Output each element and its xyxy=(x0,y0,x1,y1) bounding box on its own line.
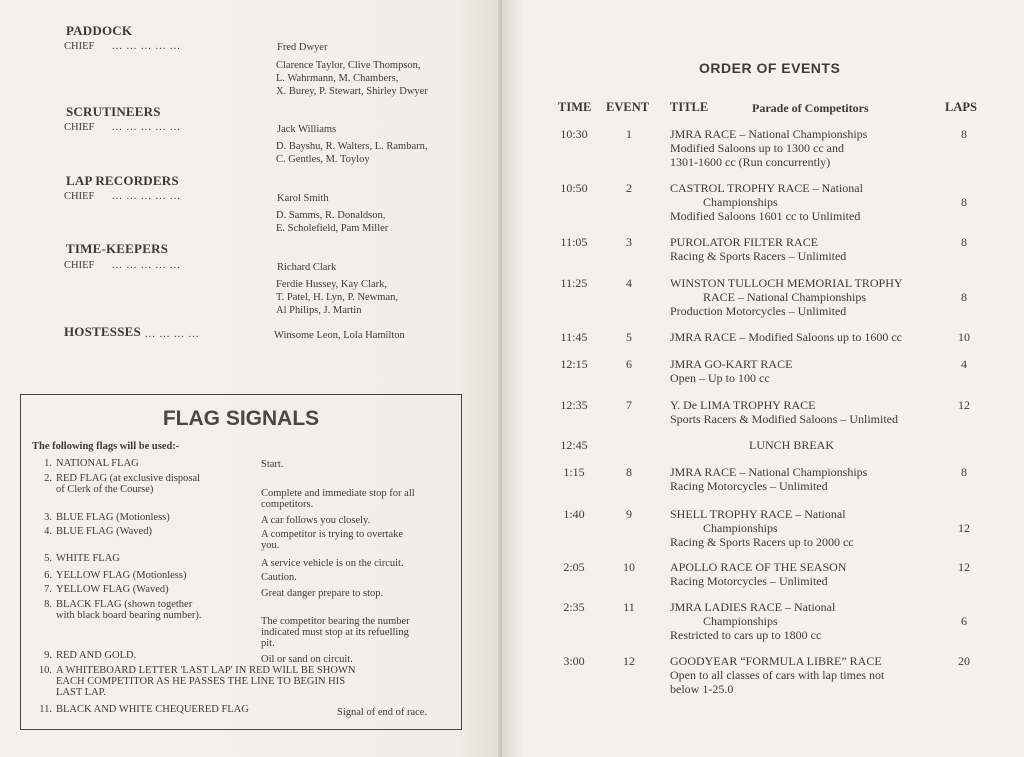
flag-item: 6. YELLOW FLAG (Motionless) xyxy=(44,570,187,581)
event-title xyxy=(670,357,960,385)
flag-meaning: Complete and immediate stop for all competitors. xyxy=(261,488,415,510)
flag-item: 8. BLACK FLAG (shown together with black board bearing number). xyxy=(44,599,202,621)
event-title xyxy=(670,465,960,493)
event-laps: 20 xyxy=(958,654,970,668)
event-number: 2 xyxy=(626,181,632,195)
event-laps: 6 xyxy=(961,614,967,628)
member-line: D. Samms, R. Donaldson, xyxy=(276,210,386,221)
event-laps: 8 xyxy=(961,465,967,479)
event-title xyxy=(670,654,960,696)
event-time: 12:15 xyxy=(560,357,588,371)
event-laps: 8 xyxy=(961,235,967,249)
section-title-paddock: PADDOCK xyxy=(66,23,133,38)
event-title-line: Racing Motorcycles – Unlimited xyxy=(670,574,828,588)
event-laps: 12 xyxy=(958,521,970,535)
event-laps: 12 xyxy=(958,398,970,412)
event-title-line: WINSTON TULLOCH MEMORIAL TROPHY xyxy=(670,276,903,290)
flag-item: 9. RED AND GOLD. xyxy=(44,650,137,661)
chief-label: CHIEF xyxy=(64,122,95,133)
flag-meaning: Signal of end of race. xyxy=(337,707,428,718)
event-title-line: Modified Saloons up to 1300 cc and xyxy=(670,141,844,155)
event-title-line: CASTROL TROPHY RACE – National xyxy=(670,181,863,195)
flag-meaning: A service vehicle is on the circuit. xyxy=(261,558,404,569)
leader-dots: ... ... ... ... ... xyxy=(112,260,181,271)
flag-meaning: A car follows you closely. xyxy=(261,515,371,526)
event-title xyxy=(670,127,960,169)
event-title-line: Restricted to cars up to 1800 cc xyxy=(670,628,822,642)
event-laps: 8 xyxy=(961,290,967,304)
event-time: 3:00 xyxy=(563,654,585,668)
event-number: 8 xyxy=(626,465,632,479)
flag-meaning: The competitor bearing the number indicated must stop at its refuelling pit. xyxy=(261,616,410,649)
header-title: TITLE xyxy=(670,100,709,114)
event-time: 11:45 xyxy=(560,330,588,344)
event-title-line: PUROLATOR FILTER RACE xyxy=(670,235,819,249)
event-time: 2:35 xyxy=(563,600,585,614)
event-time: 2:05 xyxy=(563,560,585,574)
event-title xyxy=(670,235,960,263)
event-title xyxy=(670,398,960,426)
event-title-line: Modified Saloons 1601 cc to Unlimited xyxy=(670,209,861,223)
member-line: X. Burey, P. Stewart, Shirley Dwyer xyxy=(276,86,428,97)
event-number: 6 xyxy=(626,357,632,371)
event-number: 5 xyxy=(626,330,632,344)
event-title xyxy=(670,507,960,549)
event-time: 1:15 xyxy=(563,465,585,479)
event-title-line: RACE – National Championships xyxy=(703,290,866,304)
member-line: Al Philips, J. Martin xyxy=(276,305,362,316)
event-laps: 12 xyxy=(958,560,970,574)
event-time: 12:35 xyxy=(560,398,588,412)
flag-item: 11. BLACK AND WHITE CHEQUERED FLAG xyxy=(39,704,249,715)
header-laps: LAPS xyxy=(945,100,977,114)
event-time: 10:30 xyxy=(560,127,588,141)
event-number: 7 xyxy=(626,398,632,412)
flag-meaning: A competitor is trying to overtake you. xyxy=(261,529,404,551)
event-title-line: Championships xyxy=(703,195,778,209)
flag-item: 3. BLUE FLAG (Motionless) xyxy=(44,512,170,523)
members-time-keepers xyxy=(276,278,398,317)
event-number: 11 xyxy=(623,600,635,614)
event-time: 11:05 xyxy=(560,235,588,249)
event-number: 3 xyxy=(626,235,632,249)
right-page xyxy=(502,0,1024,757)
members-scrutineers xyxy=(276,140,427,166)
event-title-line: Racing & Sports Racers – Unlimited xyxy=(670,249,847,263)
order-of-events-title: ORDER OF EVENTS xyxy=(699,60,841,76)
event-title-line: JMRA GO-KART RACE xyxy=(670,357,793,371)
member-line: T. Patel, H. Lyn, P. Newman, xyxy=(276,292,399,303)
chief-name-scrutineers: Jack Williams xyxy=(277,124,337,135)
member-line: Clarence Taylor, Clive Thompson, xyxy=(276,60,421,71)
event-number: 1 xyxy=(626,127,632,141)
chief-label: CHIEF xyxy=(64,191,95,202)
member-line: E. Scholefield, Pam Miller xyxy=(276,223,389,234)
section-title-scrutineers: SCRUTINEERS xyxy=(66,104,161,119)
event-title-line: SHELL TROPHY RACE – National xyxy=(670,507,846,521)
leader-dots: ... ... ... ... ... xyxy=(112,41,181,52)
event-title xyxy=(670,330,960,344)
event-laps: 4 xyxy=(961,357,967,371)
chief-label: CHIEF xyxy=(64,41,95,52)
flag-meaning: Caution. xyxy=(261,572,297,583)
flag-item: 7. YELLOW FLAG (Waved) xyxy=(44,584,169,595)
flag-meaning: Start. xyxy=(261,459,284,470)
event-title-line: below 1-25.0 xyxy=(670,682,734,696)
header-parade: Parade of Competitors xyxy=(752,101,869,115)
event-title-line: JMRA RACE – National Championships xyxy=(670,465,868,479)
event-title xyxy=(749,438,1024,452)
chief-name-lap-recorders: Karol Smith xyxy=(277,193,329,204)
leader-dots: ... ... ... ... ... xyxy=(112,191,181,202)
event-title-line: Open – Up to 100 cc xyxy=(670,371,770,385)
flag-item: 1. NATIONAL FLAG xyxy=(44,458,139,469)
event-time: 11:25 xyxy=(560,276,588,290)
event-title-line: Racing & Sports Racers up to 2000 cc xyxy=(670,535,854,549)
event-title-line: APOLLO RACE OF THE SEASON xyxy=(670,560,847,574)
member-line: D. Bayshu, R. Walters, L. Rambarn, xyxy=(276,141,428,152)
event-title-line: JMRA RACE – Modified Saloons up to 1600 cc xyxy=(670,330,903,344)
event-title-line: Racing Motorcycles – Unlimited xyxy=(670,479,828,493)
event-title-line: LUNCH BREAK xyxy=(749,438,835,452)
section-title-hostesses: HOSTESSES xyxy=(64,324,141,339)
section-title-time-keepers: TIME-KEEPERS xyxy=(66,241,169,256)
member-line: Ferdie Hussey, Kay Clark, xyxy=(276,279,388,290)
event-title-line: Y. De LIMA TROPHY RACE xyxy=(670,398,816,412)
event-title xyxy=(670,181,960,223)
event-number: 4 xyxy=(626,276,632,290)
event-number: 12 xyxy=(623,654,635,668)
left-page xyxy=(0,0,502,757)
event-title-line: 1301-1600 cc (Run concurrently) xyxy=(670,155,831,169)
event-number: 9 xyxy=(626,507,632,521)
event-title xyxy=(670,600,960,642)
header-event: EVENT xyxy=(606,100,650,114)
leader-dots: ... ... ... ... xyxy=(145,329,200,340)
flag-meaning: Oil or sand on circuit. xyxy=(261,654,353,665)
event-title-line: Production Motorcycles – Unlimited xyxy=(670,304,847,318)
event-title-line: Sports Racers & Modified Saloons – Unlimited xyxy=(670,412,898,426)
event-title-line: Championships xyxy=(703,614,778,628)
flag-meaning: Great danger prepare to stop. xyxy=(261,588,384,599)
member-line: C. Gentles, M. Toyloy xyxy=(276,154,370,165)
event-time: 1:40 xyxy=(563,507,585,521)
event-title xyxy=(670,276,960,318)
members-lap-recorders xyxy=(276,209,388,235)
event-laps: 8 xyxy=(961,195,967,209)
flag-item: 10. A WHITEBOARD LETTER 'LAST LAP' IN RED WILL BE SHOWN EACH COMPETITOR AS HE PASSES THE LINE TO BEGIN HIS LAST LAP. xyxy=(38,665,356,698)
event-title-line: Open to all classes of cars with lap times not xyxy=(670,668,885,682)
hostesses-names: Winsome Leon, Lola Hamilton xyxy=(274,330,405,341)
event-title-line: Championships xyxy=(703,521,778,535)
event-title xyxy=(670,560,960,588)
flag-signals-box xyxy=(20,394,462,730)
section-title-lap-recorders: LAP RECORDERS xyxy=(66,173,179,188)
header-time: TIME xyxy=(558,100,592,114)
event-time: 10:50 xyxy=(560,181,588,195)
leader-dots: ... ... ... ... ... xyxy=(112,122,181,133)
event-laps: 10 xyxy=(958,330,970,344)
flag-signals-title: FLAG SIGNALS xyxy=(162,407,320,430)
chief-label: CHIEF xyxy=(64,260,95,271)
chief-name-paddock: Fred Dwyer xyxy=(277,42,328,53)
event-number: 10 xyxy=(623,560,635,574)
flag-signals-intro: The following flags will be used:- xyxy=(32,441,180,452)
flag-item: 2. RED FLAG (at exclusive disposal of Clerk of the Course) xyxy=(44,473,201,495)
flag-item: 4. BLUE FLAG (Waved) xyxy=(44,526,152,537)
event-title-line: JMRA LADIES RACE – National xyxy=(670,600,836,614)
event-time: 12:45 xyxy=(560,438,588,452)
member-line: L. Wahrmann, M. Chambers, xyxy=(276,73,399,84)
members-paddock xyxy=(276,59,428,98)
flag-item: 5. WHITE FLAG xyxy=(44,553,120,564)
chief-name-time-keepers: Richard Clark xyxy=(277,262,337,273)
event-title-line: GOODYEAR “FORMULA LIBRE” RACE xyxy=(670,654,882,668)
event-title-line: JMRA RACE – National Championships xyxy=(670,127,868,141)
event-laps: 8 xyxy=(961,127,967,141)
